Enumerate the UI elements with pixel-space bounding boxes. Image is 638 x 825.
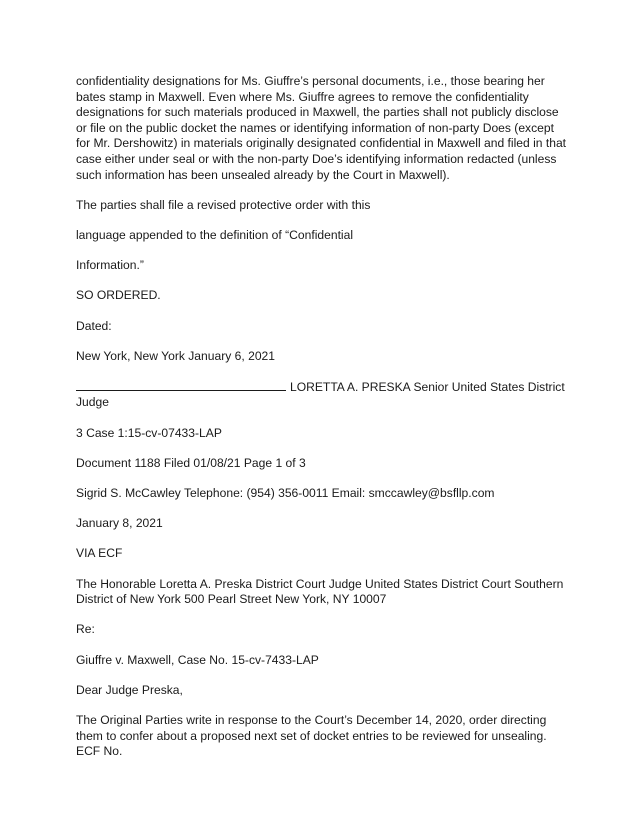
so-ordered: SO ORDERED. — [76, 288, 161, 303]
signature-text: LORETTA A. PRESKA Senior United States District Judge — [76, 379, 565, 410]
case-reference: Giuffre v. Maxwell, Case No. 15-cv-7433-LAP — [76, 652, 319, 667]
sender-contact: Sigrid S. McCawley Telephone: (954) 356-0011 Email: smccawley@bsfllp.com — [76, 486, 495, 501]
case-header: 3 Case 1:15-cv-07433-LAP — [76, 425, 222, 440]
dated-location: New York, New York January 6, 2021 — [76, 348, 275, 363]
signature-block — [76, 379, 568, 411]
re-label: Re: — [76, 622, 95, 637]
via-ecf: VIA ECF — [76, 546, 123, 561]
paragraph-revised-order: The parties shall file a revised protective order with this — [76, 197, 371, 212]
addressee: The Honorable Loretta A. Preska District Court Judge United States District Court Southern District of New York 500 Pearl Street New York, NY 10007 — [76, 576, 564, 607]
letter-date: January 8, 2021 — [76, 516, 163, 531]
paragraph-information: Information.” — [76, 258, 144, 273]
letter-body: The Original Parties write in response to the Court’s December 14, 2020, order directing them to confer about a proposed next set of docket entries to be reviewed for unsealing. ECF No. — [76, 712, 547, 759]
signature-line — [76, 379, 286, 391]
paragraph-appended-language: language appended to the definition of “Confidential — [76, 227, 354, 242]
paragraph-confidentiality: confidentiality designations for Ms. Giuffre’s personal documents, i.e., those bearing her bates stamp in Maxwell. Even where Ms. Giuffre agrees to remove the confidentiality designations for such materials produced in Maxwell, the parties shall not publicly disclose or file on the public docket the names or identifying information of non-party Does (except for Mr. Dershowitz) in materials originally designated confidential in Maxwell and filed in that case either under seal or with the non-party Doe’s identifying information redacted (unless such information has been unsealed already by the Court in Maxwell). — [76, 74, 567, 182]
salutation: Dear Judge Preska, — [76, 682, 183, 697]
document-filed-line: Document 1188 Filed 01/08/21 Page 1 of 3 — [76, 455, 306, 470]
dated-label: Dated: — [76, 318, 112, 333]
